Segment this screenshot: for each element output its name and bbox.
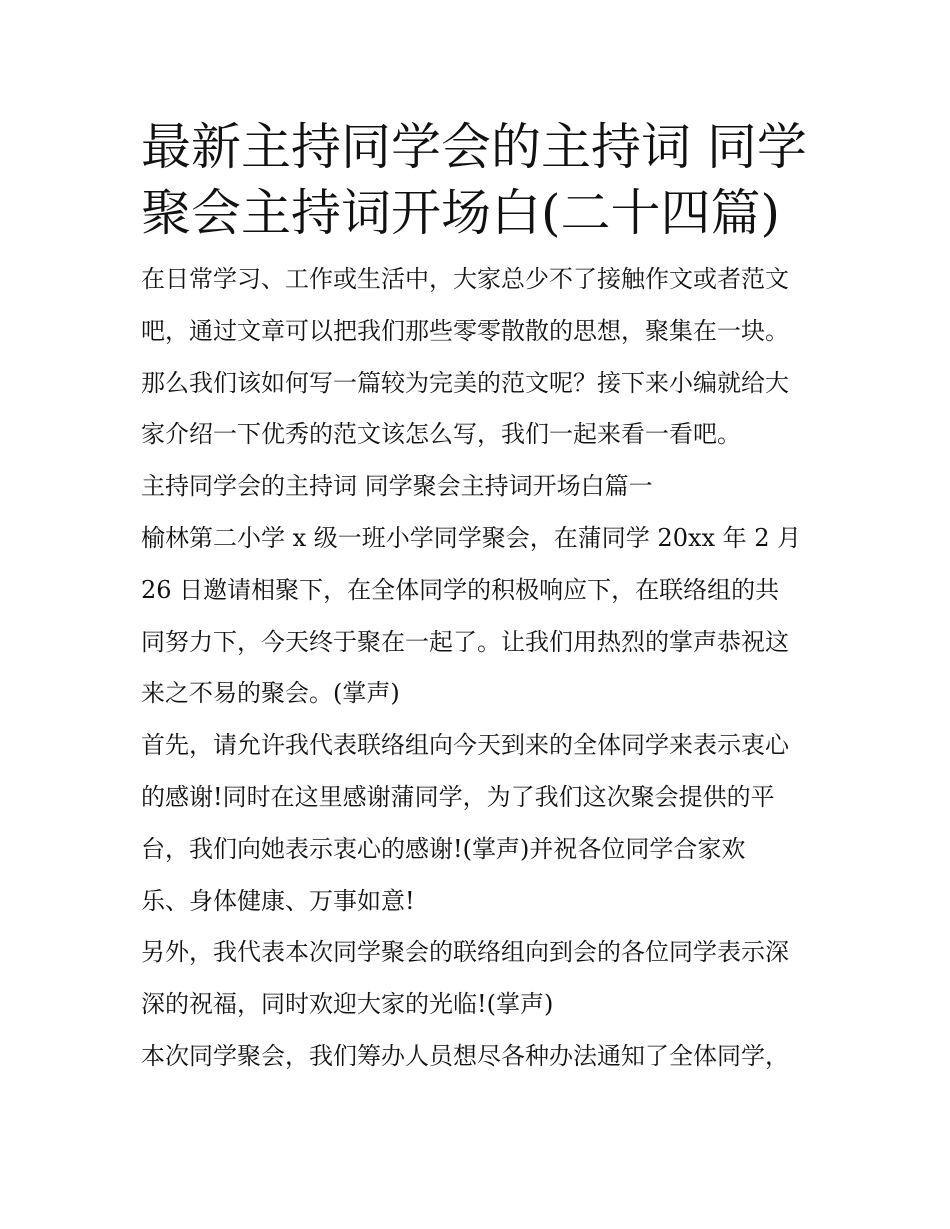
document-title: [141, 114, 831, 246]
body-line: 在日常学习、工作或生活中，大家总少不了接触作文或者范文: [141, 265, 789, 293]
body-line: 深的祝福，同时欢迎大家的光临!(掌声): [141, 990, 554, 1019]
body-line: 来之不易的聚会。(掌声): [141, 679, 400, 708]
body-line: 台，我们向她表示衷心的感谢!(掌声)并祝各位同学合家欢: [141, 834, 746, 863]
body-line: 那么我们该如何写一篇较为完美的范文呢？接下来小编就给大: [141, 368, 789, 397]
document-body: [141, 254, 831, 1083]
section-heading: 主持同学会的主持词 同学聚会主持词开场白篇一: [141, 472, 653, 501]
body-line: 家介绍一下优秀的范文该怎么写，我们一起来看一看吧。: [141, 420, 741, 449]
body-line: 乐、身体健康、万事如意!: [141, 886, 415, 915]
body-line: 本次同学聚会，我们筹办人员想尽各种办法通知了全体同学，: [141, 1041, 789, 1070]
body-line: 26 日邀请相聚下，在全体同学的积极响应下，在联络组的共: [141, 575, 780, 604]
body-line: 的感谢!同时在这里感谢蒲同学，为了我们这次聚会提供的平: [141, 782, 775, 811]
document-content: [141, 114, 831, 1083]
body-line: 另外，我代表本次同学聚会的联络组向到会的各位同学表示深: [141, 938, 789, 967]
body-line: 首先，请允许我代表联络组向今天到来的全体同学来表示衷心: [141, 731, 789, 760]
body-line: 榆林第二小学 x 级一班小学同学聚会，在蒲同学 20xx 年 2 月: [141, 523, 802, 552]
title-line: 聚会主持词开场白(二十四篇): [141, 184, 781, 242]
body-line: 吧，通过文章可以把我们那些零零散散的思想，聚集在一块。: [141, 316, 789, 345]
body-line: 同努力下，今天终于聚在一起了。让我们用热烈的掌声恭祝这: [141, 627, 789, 656]
title-line: 最新主持同学会的主持词 同学: [141, 118, 807, 176]
